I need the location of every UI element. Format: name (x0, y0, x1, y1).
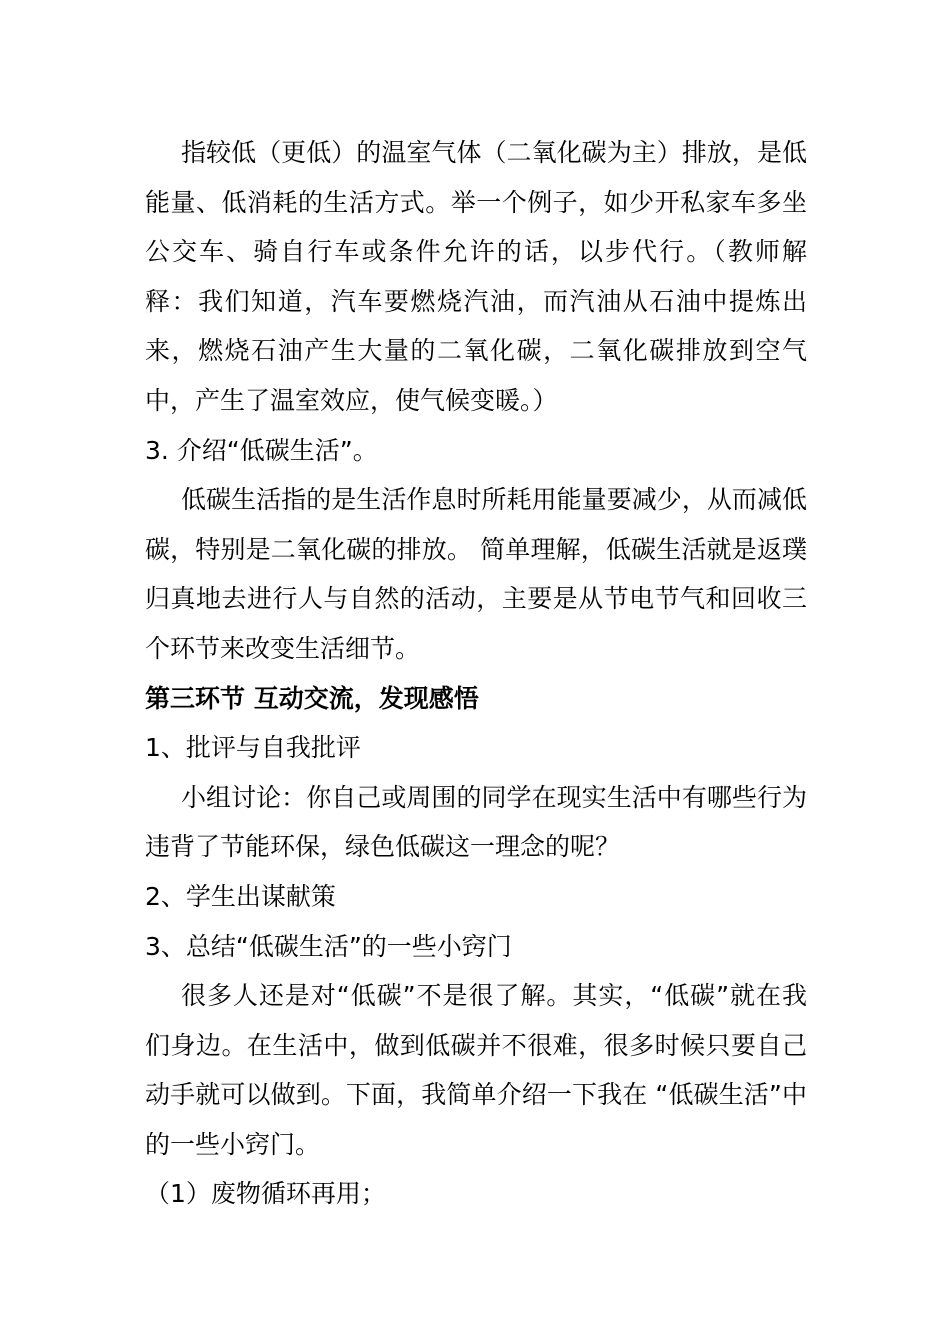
list-item-summary-tips: 3、总结“低碳生活”的一些小窍门 (145, 931, 512, 961)
list-item-recycling: （1）废物循环再用； (145, 1179, 386, 1209)
document-body (145, 128, 807, 1219)
list-item-criticism: 1、批评与自我批评 (145, 733, 361, 763)
paragraph-group-discussion: 小组讨论：你自己或周围的同学在现实生活中有哪些行为违背了节能环保，绿色低碳这一理念的呢？ (145, 782, 807, 862)
list-item-student-ideas: 2、学生出谋献策 (145, 881, 336, 911)
section-heading: 第三环节 互动交流，发现感悟 (145, 683, 479, 713)
paragraph-low-carbon-definition: 指较低（更低）的温室气体（二氧化碳为主）排放，是低能量、低消耗的生活方式。举一个例子，如少开私家车多坐公交车、骑自行车或条件允许的话，以步代行。（教师解释：我们知道，汽车要燃烧汽油，而汽油从石油中提炼出来，燃烧石油产生大量的二氧化碳，二氧化碳排放到空气中，产生了温室效应，使气候变暖。） (145, 138, 807, 415)
paragraph-low-carbon-life: 低碳生活指的是生活作息时所耗用能量要减少，从而减低碳，特别是二氧化碳的排放。 简单理解，低碳生活就是返璞归真地去进行人与自然的活动，主要是从节电节气和回收三个环节来改变生活细节。 (145, 485, 807, 663)
paragraph-tips-intro: 很多人还是对“低碳”不是很了解。其实，“低碳”就在我们身边。在生活中，做到低碳并不很难，很多时候只要自己动手就可以做到。下面，我简单介绍一下我在 “低碳生活”中的一些小窍门。 (145, 981, 807, 1159)
list-item-introduce-low-carbon: 3. 介绍“低碳生活”。 (145, 435, 378, 465)
